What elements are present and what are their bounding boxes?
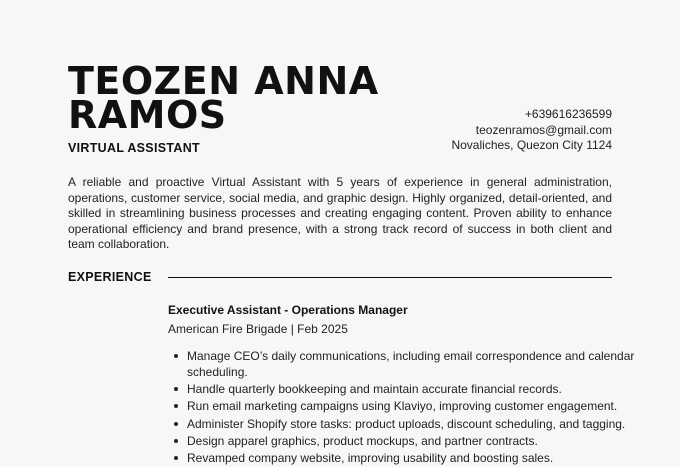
experience-section-title: EXPERIENCE [68, 270, 152, 284]
contact-phone: +639616236599 [524, 107, 612, 121]
profile-summary: A reliable and proactive Virtual Assistant with 5 years of experience in general administration, operations, customer service, social media, and graphic design. Highly organized, detail-oriented, and skilled in streamlining business processes and creating engaging content. Proven ability to enhance operational efficiency and brand presence, with a strong track record of success in both client and team collaboration. [68, 175, 612, 251]
contact-block [451, 107, 612, 154]
job-title: Executive Assistant - Operations Manager [168, 303, 408, 317]
contact-location: Novaliches, Quezon City 1124 [451, 138, 612, 152]
contact-email: teozenramos@gmail.com [475, 122, 612, 137]
duty-item: Design apparel graphics, product mockups, and partner contracts. [187, 433, 647, 449]
candidate-name-line-1: TEOZEN ANNA [68, 59, 379, 103]
duty-item: Administer Shopify store tasks: product uploads, discount scheduling, and tagging. [187, 416, 647, 432]
job-role: VIRTUAL ASSISTANT [68, 141, 200, 155]
duty-item: Run email marketing campaigns using Klaviyo, improving customer engagement. [187, 398, 647, 414]
candidate-name-line-2: RAMOS [68, 93, 227, 137]
candidate-name [68, 59, 398, 137]
duty-item: Handle quarterly bookkeeping and maintain accurate financial records. [187, 381, 647, 397]
job-duties-list [168, 348, 647, 467]
duty-item: Revamped company website, improving usability and boosting sales. [187, 450, 647, 466]
duty-item: Manage CEO’s daily communications, including email correspondence and calendar scheduling. [187, 348, 647, 380]
job-company-date: American Fire Brigade | Feb 2025 [168, 322, 348, 336]
section-divider [168, 277, 612, 278]
